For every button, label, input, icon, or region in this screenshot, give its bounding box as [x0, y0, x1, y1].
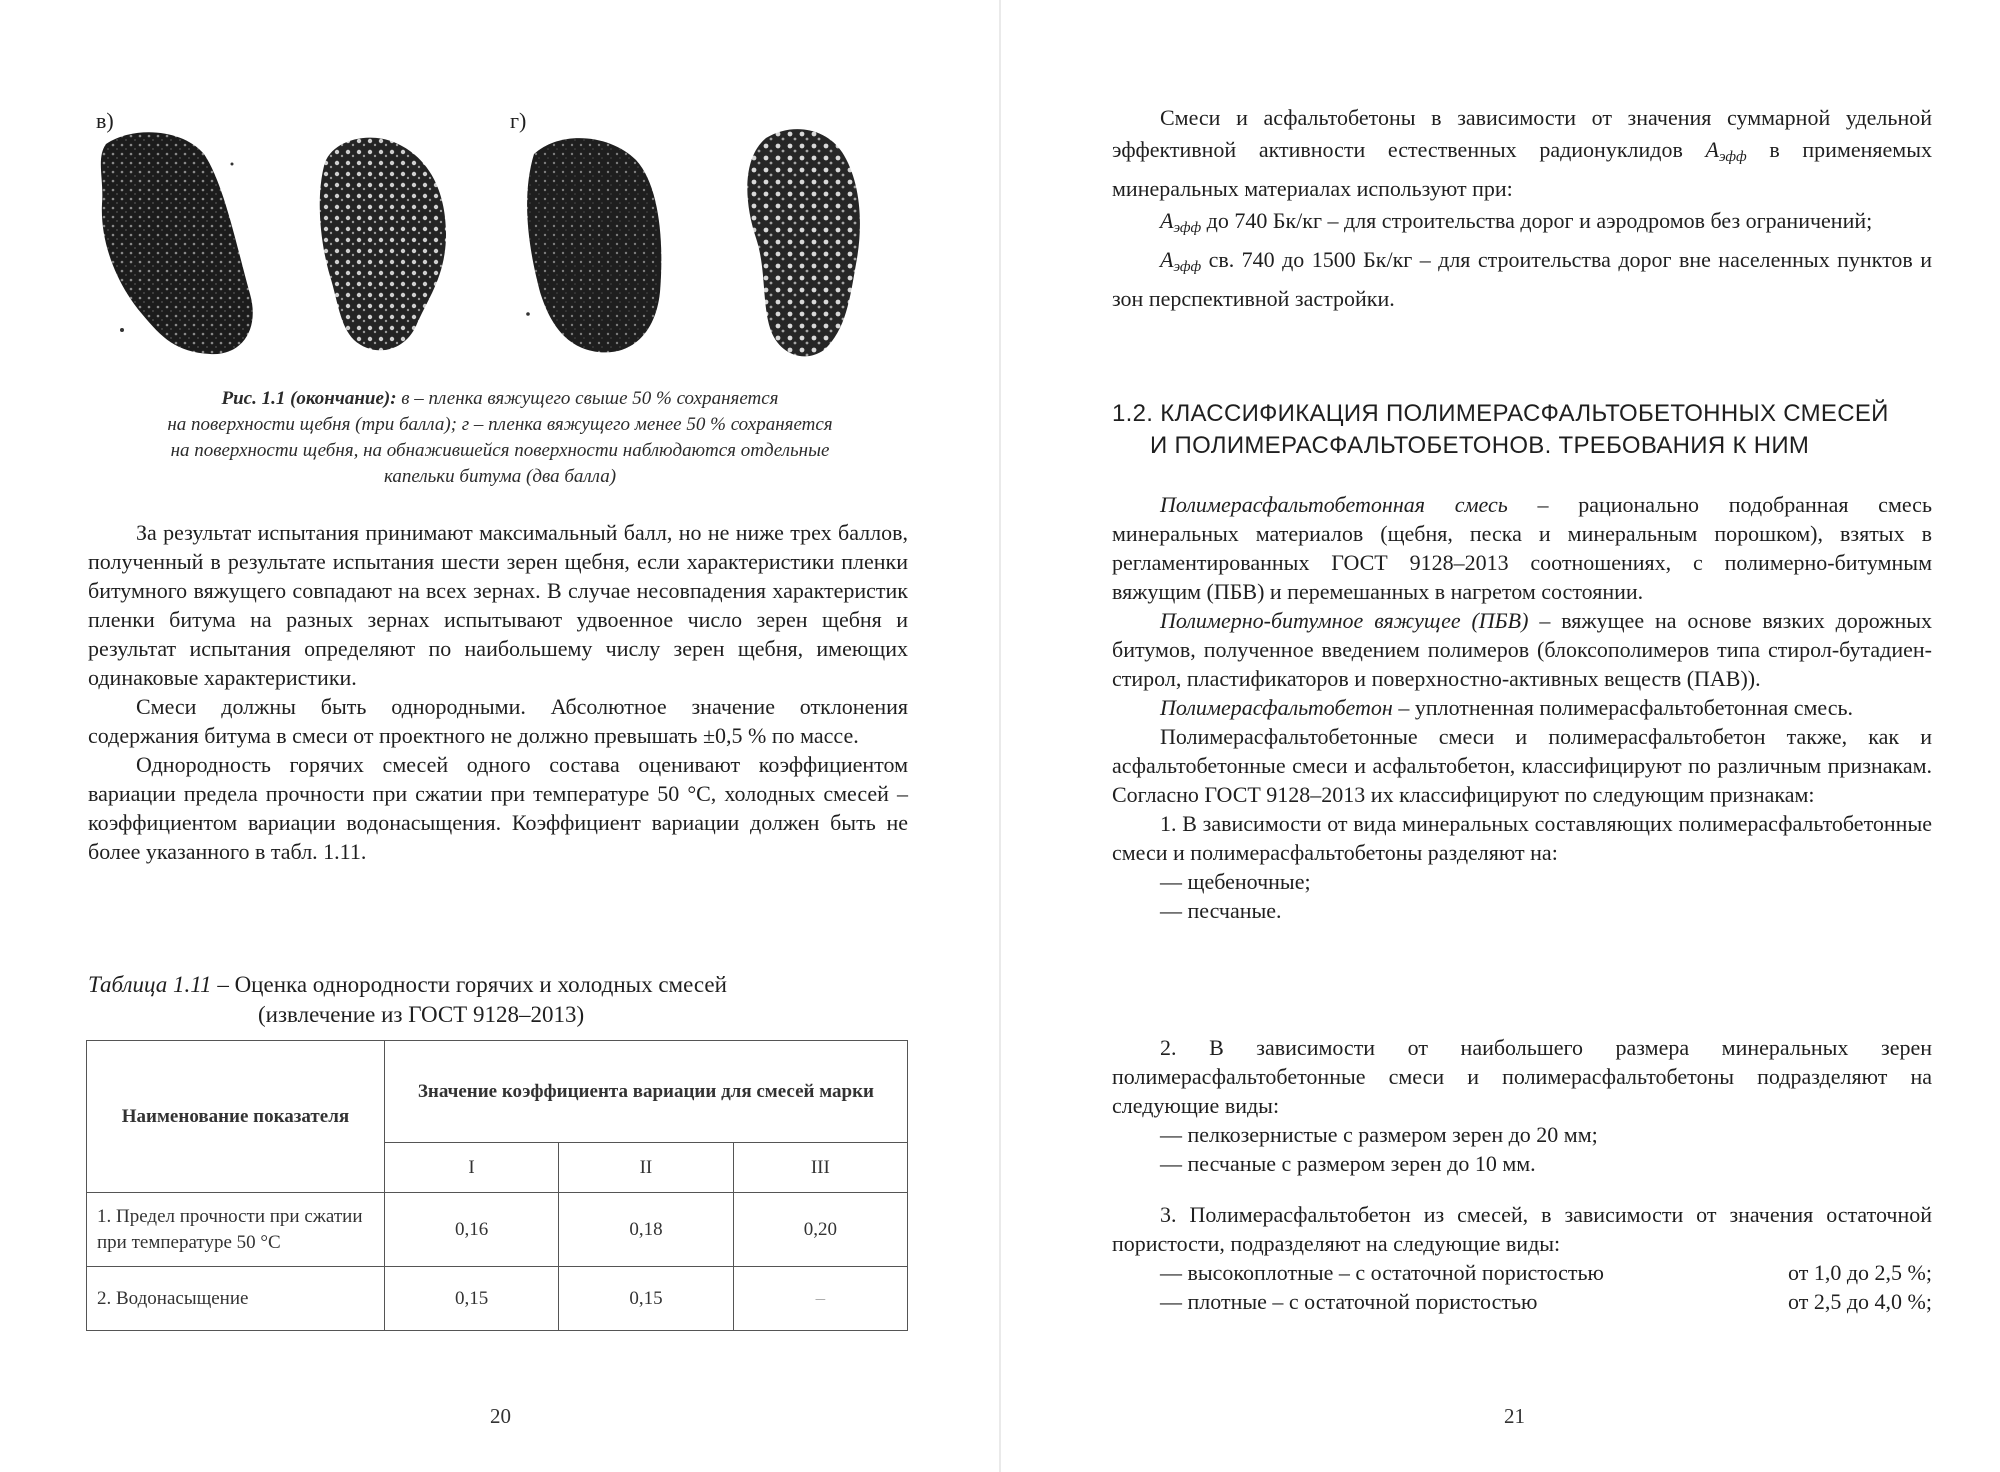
classification-intro: Полимерасфальтобетонные смеси и полимерасфальтобетон также, как и асфальтобетонные смеси и асфальтобетон, классифицируют по различным признакам. Согласно ГОСТ 9128–2013 их классифицируют по следующим признакам: — [1112, 724, 1932, 807]
definition-pabs-mix: – рационально подобранная смесь минеральных материалов (щебня, песка и минеральным порошком), взятых в регламентированных ГОСТ 9128–2013 соотношениях, с полимерно-битумным вяжущим (ПБВ) и перемешанных в нагретом состоянии. — [1112, 492, 1932, 604]
table-row — [87, 1193, 908, 1267]
list-item: — песчаные с размером зерен до 10 мм. — [1160, 1151, 1536, 1176]
page-number-right: 21 — [1504, 1404, 1525, 1428]
right-item-2 — [1112, 1033, 1932, 1178]
a-eff-symbol: А — [1160, 247, 1174, 272]
term-pabs: Полимерасфальтобетон — [1160, 695, 1393, 720]
term-pbv: Полимерно-битумное вяжущее (ПБВ) — [1160, 608, 1529, 633]
caption-line-4: капельки битума (два балла) — [383, 466, 617, 487]
list-item: — пелкозернистые с размером зерен до 20 мм; — [1160, 1122, 1598, 1147]
table-header-mark-2: II — [559, 1143, 733, 1193]
table-header-name: Наименование показателя — [87, 1041, 385, 1193]
definition-pbv: – вяжущее на основе вязких дорожных битумов, полученное введением полимеров (блоксополимеров типа стирол-бутадиен-стирол, пластификаторов и поверхностно-активных веществ (ПАВ)). — [1112, 608, 1933, 691]
porosity-label: — высокоплотные – с остаточной пористостью — [1160, 1260, 1604, 1285]
figure-label-v: в) — [96, 108, 114, 133]
a-eff-symbol: А — [1160, 208, 1174, 233]
intro-limit-740: до 740 Бк/кг – для строительства дорог и аэродромов без ограничений; — [1201, 208, 1873, 233]
figure-label-g: г) — [510, 108, 527, 133]
classification-item-2: 2. В зависимости от наибольшего размера минеральных зерен полимерасфальтобетонные смеси и полимерасфальтобетоны подразделяют на следующие виды: — [1112, 1035, 1932, 1118]
homogeneity-table — [86, 1040, 908, 1331]
section-heading-line-1: 1.2. КЛАССИФИКАЦИЯ ПОЛИМЕРАСФАЛЬТОБЕТОННЫХ СМЕСЕЙ — [1112, 400, 1889, 427]
table-cell: 0,15 — [559, 1267, 733, 1331]
a-eff-subscript: эфф — [1718, 149, 1747, 165]
table-title-source: (извлечение из ГОСТ 9128–2013) — [258, 1002, 585, 1027]
table-cell: – — [733, 1267, 907, 1331]
table-cell: 0,20 — [733, 1193, 907, 1267]
a-eff-symbol: А — [1705, 137, 1719, 162]
section-heading — [1112, 398, 1902, 462]
table-row-name: 1. Предел прочности при сжатии при температуре 50 °С — [87, 1193, 385, 1267]
stone-image-v2 — [300, 126, 460, 360]
table-header-group: Значение коэффициента вариации для смесей марки — [384, 1041, 907, 1143]
table-title-number: Таблица 1.11 — [88, 972, 212, 997]
classification-item-3: 3. Полимерасфальтобетон из смесей, в зависимости от значения остаточной пористости, подразделяют на следующие виды: — [1112, 1202, 1932, 1256]
term-pabs-mix: Полимерасфальтобетонная смесь — [1160, 492, 1508, 517]
table-header-mark-3: III — [733, 1143, 907, 1193]
right-definitions — [1112, 490, 1932, 925]
caption-title: Рис. 1.1 (окончание): — [221, 388, 397, 409]
section-heading-line-2: И ПОЛИМЕРАСФАЛЬТОБЕТОНОВ. ТРЕБОВАНИЯ К НИМ — [1150, 432, 1810, 459]
paragraph-test-result: За результат испытания принимают максимальный балл, но не ниже трех баллов, полученный в результате испытания шести зерен щебня, если характеристики пленки битумного вяжущего совпадают на всех зернах. В случае несовпадения характеристик пленки битума на разных зернах испытывают удвоенное число зерен щебня и результат испытания определяют по наибольшему числу зерен щебня, имеющих одинаковые характеристики. — [88, 520, 908, 690]
table-cell: 0,15 — [384, 1267, 558, 1331]
classification-item-1: 1. В зависимости от вида минеральных составляющих полимерасфальтобетонные смеси и полимерасфальтобетоны разделяют на: — [1112, 811, 1932, 865]
table-title-text: – Оценка однородности горячих и холодных смесей — [211, 972, 727, 997]
list-item — [1112, 1258, 1932, 1287]
definition-pabs: – уплотненная полимерасфальтобетонная смесь. — [1392, 695, 1854, 720]
table-cell: 0,16 — [384, 1193, 558, 1267]
list-item — [1112, 1287, 1932, 1316]
stone-image-v1 — [92, 124, 262, 360]
table-title — [88, 970, 908, 1030]
figure-caption — [90, 386, 910, 490]
right-intro-text — [1112, 102, 1932, 315]
list-item: — песчаные. — [1160, 898, 1282, 923]
right-item-3 — [1112, 1200, 1932, 1316]
a-eff-subscript: эфф — [1173, 259, 1202, 275]
porosity-label: — плотные – с остаточной пористостью — [1160, 1289, 1538, 1314]
porosity-value: от 2,5 до 4,0 %; — [1788, 1289, 1932, 1314]
caption-line-2: на поверхности щебня (три балла); г – пленка вяжущего менее 50 % сохраняется — [167, 414, 833, 435]
paragraph-variation: Однородность горячих смесей одного состава оценивают коэффициентом вариации предела прочности при сжатии при температуре 50 °С, холодных смесей – коэффициентом вариации водонасыщения. Коэффициент вариации должен быть не более указанного в табл. 1.11. — [88, 752, 908, 864]
left-body-text — [88, 518, 908, 866]
list-item: — щебеночные; — [1160, 869, 1311, 894]
caption-line-1: в – пленка вяжущего свыше 50 % сохраняется — [396, 388, 779, 409]
table-row-name: 2. Водонасыщение — [87, 1267, 385, 1331]
paragraph-homogeneity: Смеси должны быть однородными. Абсолютное значение отклонения содержания битума в смеси от проектного не должно превышать ±0,5 % по массе. — [88, 694, 908, 748]
table-row — [87, 1267, 908, 1331]
caption-line-3: на поверхности щебня, на обнажившейся поверхности наблюдаются отдельные — [170, 440, 830, 461]
table-cell: 0,18 — [559, 1193, 733, 1267]
porosity-value: от 1,0 до 2,5 %; — [1788, 1260, 1932, 1285]
intro-text-b: в применяемых минеральных материалах используют при: — [1112, 137, 1932, 201]
intro-limit-1500: св. 740 до 1500 Бк/кг – для строительства дорог вне населенных пунктов и зон перспективной застройки. — [1112, 247, 1932, 311]
intro-text-a: Смеси и асфальтобетоны в зависимости от значения суммарной удельной эффективной активности естественных радионуклидов — [1112, 105, 1932, 162]
page-number-left: 20 — [490, 1404, 511, 1428]
stone-image-g2 — [726, 118, 876, 362]
table-header-mark-1: I — [384, 1143, 558, 1193]
stone-image-g1 — [514, 124, 674, 360]
a-eff-subscript: эфф — [1173, 220, 1202, 236]
